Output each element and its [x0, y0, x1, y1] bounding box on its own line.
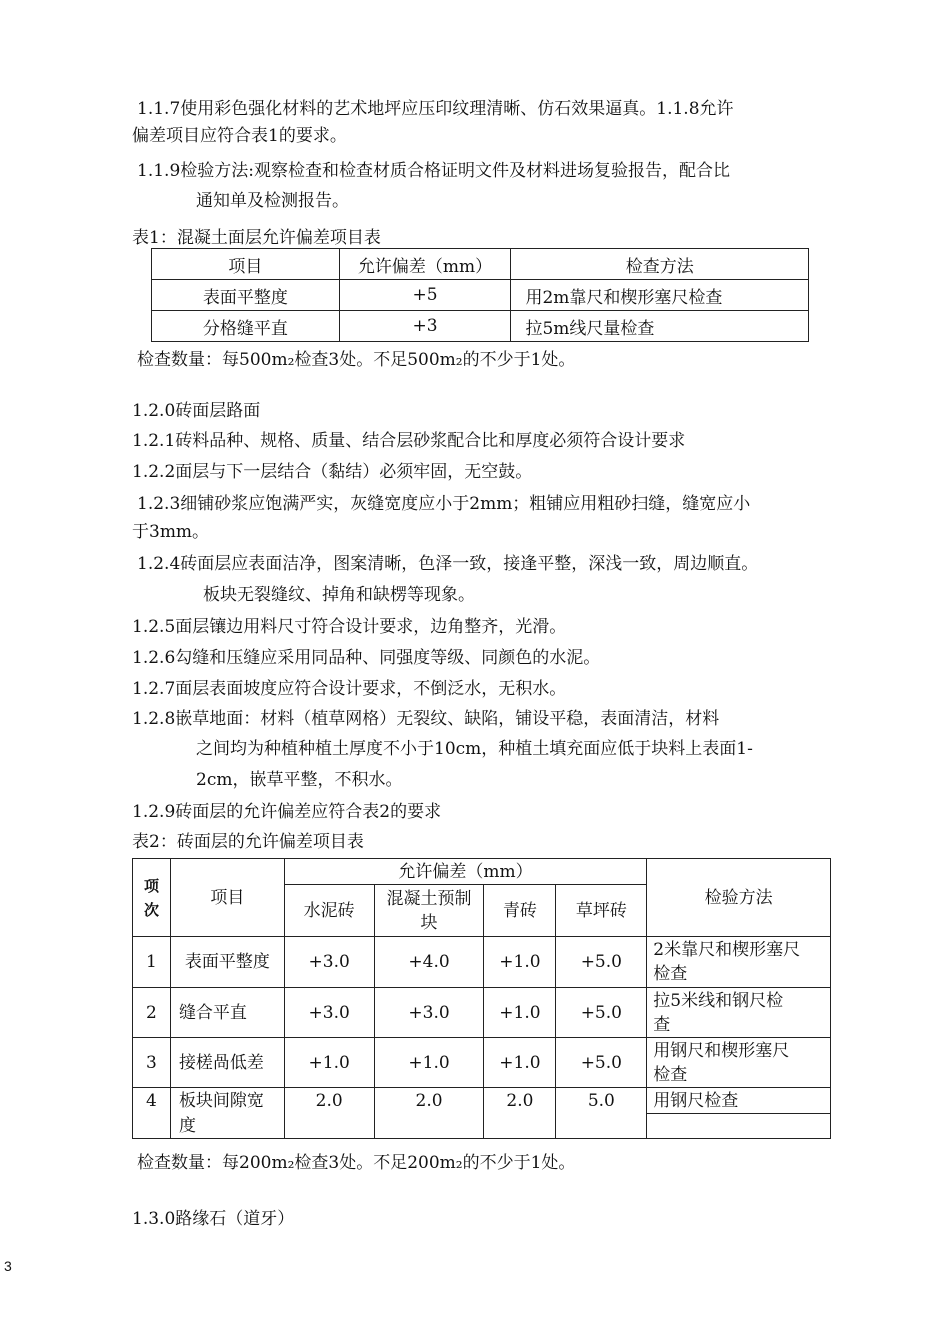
- table-cell: +1.0: [374, 1038, 484, 1088]
- text-line: 于3mm。: [132, 522, 210, 542]
- table-cell: +1.0: [484, 988, 556, 1038]
- table-cell: 2.0: [374, 1088, 484, 1114]
- table-cell: 度: [170, 1114, 284, 1139]
- text-line: 板块无裂缝纹、掉角和缺楞等现象。: [203, 585, 475, 605]
- table-row: [133, 988, 831, 1038]
- table-cell: +5: [339, 280, 511, 311]
- text-line: 1.2.6勾缝和压缝应采用同品种、同强度等级、同颜色的水泥。: [132, 648, 601, 668]
- table-2: [132, 858, 831, 1139]
- text-line: 1.1.7使用彩色强化材料的艺术地坪应压印纹理清晰、仿石效果逼真。1.1.8允许: [137, 99, 734, 119]
- table-cell: +1.0: [284, 1038, 374, 1088]
- text-line: 1.2.5面层镶边用料尺寸符合设计要求，边角整齐，光滑。: [132, 617, 567, 637]
- table-row: [133, 937, 831, 988]
- table-cell: 拉5m线尺量检查: [511, 311, 809, 342]
- table-row: [133, 1038, 831, 1088]
- section-heading: 1.3.0路缘石（道牙）: [132, 1209, 295, 1229]
- table-header-cell: 项目: [170, 859, 284, 937]
- table-cell: 表面平整度: [152, 280, 340, 311]
- table-header-row: [152, 249, 809, 280]
- table-cell: 3: [133, 1038, 171, 1088]
- table-cell: 用2m靠尺和楔形塞尺检查: [511, 280, 809, 311]
- text-line: 1.2.1砖料品种、规格、质量、结合层砂浆配合比和厚度必须符合设计要求: [132, 431, 686, 451]
- table-cell: 表面平整度: [170, 937, 284, 988]
- table-cell: 5.0: [556, 1088, 647, 1114]
- table-cell: 2: [133, 988, 171, 1038]
- table-cell: 4: [133, 1088, 171, 1114]
- table-cell: 2.0: [284, 1088, 374, 1114]
- text-line: 1.2.2面层与下一层结合（黏结）必须牢固，无空鼓。: [132, 462, 533, 482]
- table-header-cell: 项 次: [133, 859, 171, 937]
- table-cell: +3: [339, 311, 511, 342]
- text-line: 1.2.4砖面层应表面洁净，图案清晰，色泽一致，接逢平整，深浅一致，周边顺直。: [137, 554, 759, 574]
- table-cell: +1.0: [484, 1038, 556, 1088]
- table-row: [133, 1088, 831, 1114]
- table-cell: +5.0: [556, 1038, 647, 1088]
- table-cell: +1.0: [484, 937, 556, 988]
- table-header-cell: 允许偏差（mm）: [284, 859, 647, 885]
- table-header-cell: 检查方法: [511, 249, 809, 280]
- table-caption: 表2：砖面层的允许偏差项目表: [132, 832, 364, 852]
- table-cell: 用钢尺检查: [647, 1088, 831, 1114]
- table-cell: 2.0: [484, 1088, 556, 1114]
- table-header-cell: 项目: [152, 249, 340, 280]
- table-cell: 接槎咼低差: [170, 1038, 284, 1088]
- table-row: [152, 280, 809, 311]
- text-line: 通知单及检测报告。: [196, 191, 349, 211]
- table-cell: 1: [133, 937, 171, 988]
- text-line: 检查数量：每500m₂检查3处。不足500m₂的不少于1处。: [137, 350, 576, 370]
- table-cell: +5.0: [556, 988, 647, 1038]
- table-cell: +3.0: [284, 937, 374, 988]
- table-header-cell: 允许偏差（mm）: [339, 249, 511, 280]
- text-line: 检查数量：每200m₂检查3处。不足200m₂的不少于1处。: [137, 1153, 576, 1173]
- table-cell: 缝合平直: [170, 988, 284, 1038]
- table-caption: 表1：混凝土面层允许偏差项目表: [132, 228, 381, 248]
- text-line: 1.2.9砖面层的允许偏差应符合表2的要求: [132, 802, 442, 822]
- table-header-cell: 青砖: [484, 885, 556, 937]
- table-header-cell: 水泥砖: [284, 885, 374, 937]
- table-cell: +3.0: [284, 988, 374, 1038]
- table-1: [151, 248, 809, 342]
- table-header-cell: 混凝土预制 块: [374, 885, 484, 937]
- table-header-cell: 草坪砖: [556, 885, 647, 937]
- page-number: 3: [4, 1258, 12, 1274]
- text-line: 2cm，嵌草平整，不积水。: [196, 770, 403, 790]
- text-line: 偏差项目应符合表1的要求。: [132, 126, 347, 146]
- text-line: 之间均为种植种植土厚度不小于10cm，种植土填充面应低于块料上表面1-: [196, 739, 753, 759]
- table-cell: 分格缝平直: [152, 311, 340, 342]
- table-header-cell: 检验方法: [647, 859, 831, 937]
- table-cell: +4.0: [374, 937, 484, 988]
- table-header-row: [133, 859, 831, 885]
- table-cell: 拉5米线和钢尺检 查: [647, 988, 831, 1038]
- section-heading: 1.2.0砖面层路面: [132, 401, 261, 421]
- table-cell: 用钢尺和楔形塞尺 检查: [647, 1038, 831, 1088]
- text-line: 1.1.9检验方法:观察检查和检查材质合格证明文件及材料进场复验报告，配合比: [137, 161, 730, 181]
- table-cell: +5.0: [556, 937, 647, 988]
- table-cell: +3.0: [374, 988, 484, 1038]
- text-line: 1.2.7面层表面坡度应符合设计要求，不倒泛水，无积水。: [132, 679, 567, 699]
- table-cell: 板块间隙宽: [170, 1088, 284, 1114]
- text-line: 1.2.8嵌草地面：材料（植草网格）无裂纹、缺陷，铺设平稳，表面清洁，材料: [132, 709, 720, 729]
- table-cell: 2米靠尺和楔形塞尺 检查: [647, 937, 831, 988]
- table-row: [152, 311, 809, 342]
- text-line: 1.2.3细铺砂浆应饱满严实，灰缝宽度应小于2mm；粗铺应用粗砂扫缝，缝宽应小: [137, 494, 751, 514]
- table-row: [133, 1114, 831, 1139]
